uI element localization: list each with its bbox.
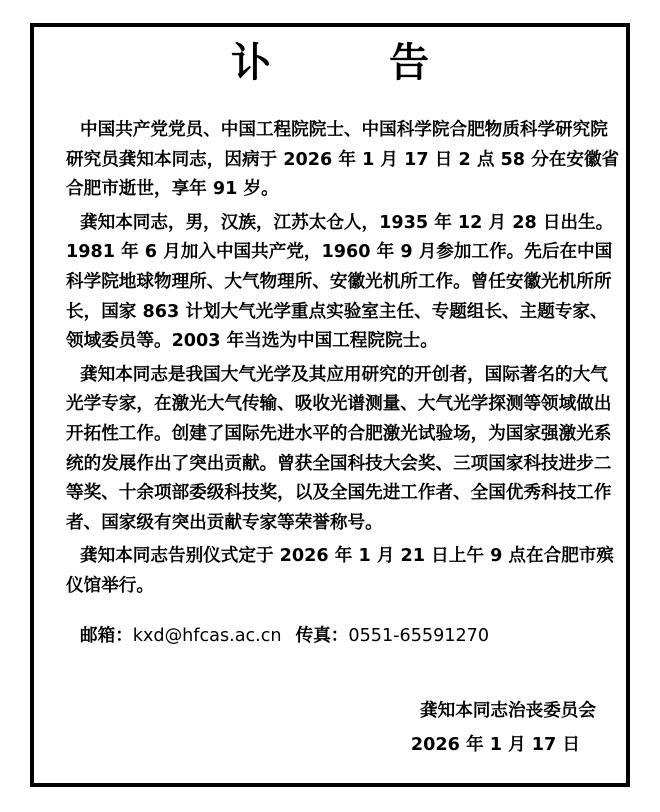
fax-number: 0551-65591270 [348,626,490,646]
notice-title: 讣 告 [231,39,481,86]
signature-organization: 龚知本同志治丧委员会 [420,701,596,721]
email-label: 邮箱： [80,626,133,646]
contact-line [80,622,489,650]
notice-body [66,116,622,606]
paragraph-text: 龚知本同志告别仪式定于 2026 年 1 月 21 日上午 9 点在合肥市殡仪馆举行。 [66,546,615,596]
paragraph-text: 龚知本同志，男，汉族，江苏太仓人，1935 年 12 月 28 日出生。1981 年 6 月加入中国共产党，1960 年 9 月参加工作。先后在中国科学院地球物理所、大气物理所、安徽光机所工作。曾任安徽光机所所长，国家 863 计划大气光学重点实验室主任、专题组长、主题专家、领域委员等。2003 年当选为中国工程院院士。 [66,212,614,352]
notice-paragraph [66,361,622,539]
signature-date: 2026 年 1 月 17 日 [410,735,580,755]
notice-paragraph [66,542,622,601]
email-address[interactable]: kxd@hfcas.ac.cn [132,626,282,646]
fax-label: 传真： [295,626,349,646]
paragraph-text: 中国共产党党员、中国工程院院士、中国科学院合肥物质科学研究院研究员龚知本同志，因病于 2026 年 1 月 17 日 2 点 58 分在安徽省合肥市逝世，享年 91 岁。 [66,120,620,200]
notice-paragraph [66,116,622,205]
notice-paragraph [66,209,622,357]
paragraph-text: 龚知本同志是我国大气光学及其应用研究的开创者，国际著名的大气光学专家，在激光大气传输、吸收光谱测量、大气光学探测等领域做出开拓性工作。创建了国际先进水平的合肥激光试验场，为国家强激光系统的发展作出了突出贡献。曾获全国科技大会奖、三项国家科技进步二等奖、十余项部委级科技奖，以及全国先进工作者、全国优秀科技工作者、国家级有突出贡献专家等荣誉称号。 [66,364,612,533]
